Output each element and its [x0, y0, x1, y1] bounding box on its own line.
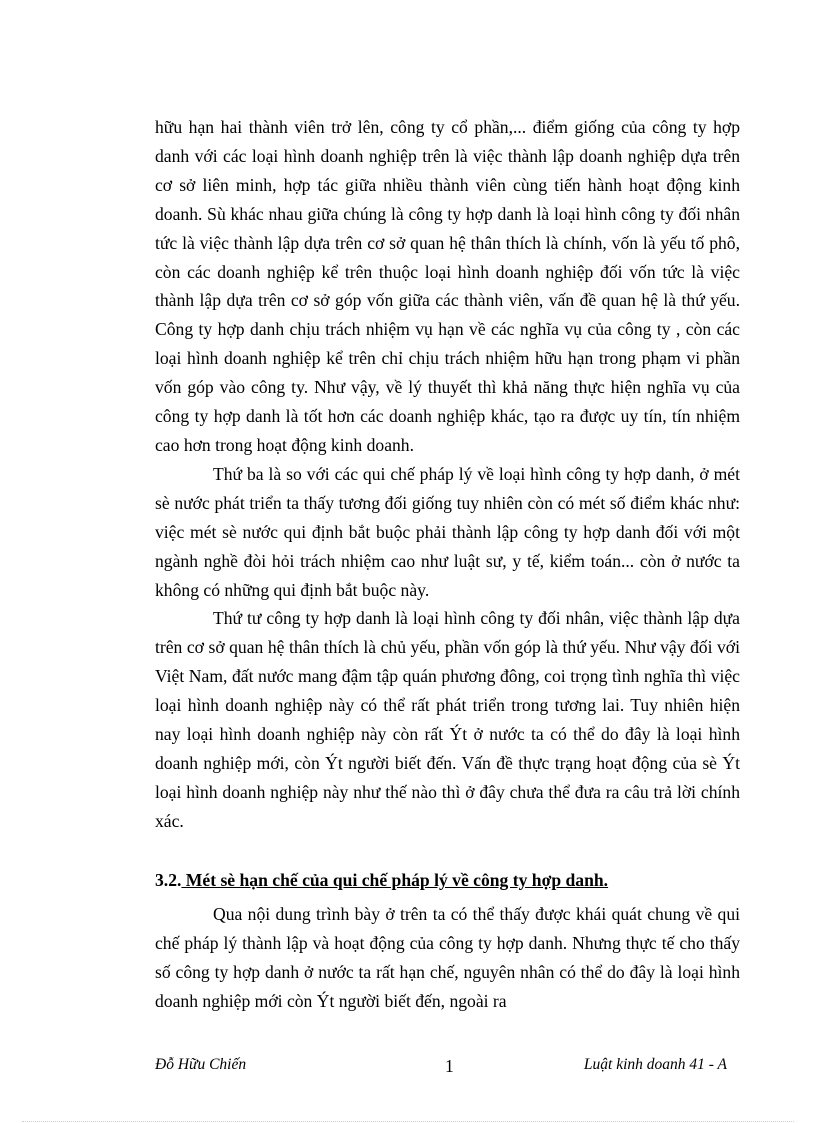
section-number: 3.2.	[155, 870, 182, 890]
section-paragraph-1: Qua nội dung trình bày ở trên ta có thể thấy được khái quát chung về qui chế pháp lý thành lập và hoạt động của công ty hợp danh. Nhưng thực tế cho thấy số công ty hợp danh ở nước ta rất hạn chế, nguyên nhân có thể do đây là loại hình doanh nghiệp mới còn Ýt người biết đến, ngoài ra	[155, 904, 740, 1011]
paragraph-3: Thứ tư công ty hợp danh là loại hình công ty đối nhân, việc thành lập dựa trên cơ sở quan hệ thân thích là chủ yếu, phần vốn góp là thứ yếu. Như vậy đối với Việt Nam, đất nước mang đậm tập quán phương đông, coi trọng tình nghĩa thì việc loại hình doanh nghiệp này có thể rất phát triển trong tương lai. Tuy nhiên hiện nay loại hình doanh nghiệp này còn rất Ýt ở nước ta có thể do đây là loại hình doanh nghiệp mới, còn Ýt người biết đến. Vấn đề thực trạng hoạt động của sè Ýt loại hình doanh nghiệp này như thế nào thì ở đây chưa thể đưa ra câu trả lời chính xác.	[155, 608, 740, 831]
footer-author: Đỗ Hữu Chiến	[155, 1056, 247, 1073]
footer-page-number: 1	[445, 1056, 454, 1076]
section-body-text	[155, 900, 740, 1016]
footer-divider	[22, 1121, 794, 1122]
paragraph-1: hữu hạn hai thành viên trở lên, công ty cổ phần,... điểm giống của công ty hợp danh với các loại hình doanh nghiệp trên là việc thành lập doanh nghiệp dựa trên cơ sở liên minh, hợp tác giữa nhiều thành viên cùng tiến hành hoạt động kinh doanh. Sù khác nhau giữa chúng là công ty hợp danh là loại hình công ty đối nhân tức là việc thành lập dựa trên cơ sở quan hệ thân thích là chính, vốn là yếu tố phô, còn các doanh nghiệp kể trên thuộc loại hình doanh nghiệp đối vốn tức là việc thành lập dựa trên cơ sở góp vốn giữa các thành viên, vấn đề quan hệ là thứ yếu. Công ty hợp danh chịu trách nhiệm vụ hạn về các nghĩa vụ của công ty , còn các loại hình doanh nghiệp kể trên chỉ chịu trách nhiệm hữu hạn trong phạm vi phần vốn góp vào công ty. Như vậy, về lý thuyết thì khả năng thực hiện nghĩa vụ của công ty hợp danh là tốt hơn các doanh nghiệp khác, tạo ra được uy tín, tín nhiệm cao hơn trong hoạt động kinh doanh.	[155, 117, 740, 455]
page-footer	[155, 1054, 727, 1080]
paragraph-2: Thứ ba là so với các qui chế pháp lý về loại hình công ty hợp danh, ở mét sè nước phát triển ta thấy tương đối giống tuy nhiên còn có mét số điểm khác như: việc mét sè nước qui định bắt buộc phải thành lập công ty hợp danh đối với một ngành nghề đòi hỏi trách nhiệm cao như luật sư, y tế, kiểm toán... còn ở nước ta không có những qui định bắt buộc này.	[155, 463, 740, 600]
section-heading	[155, 866, 740, 895]
section-title: Mét sè hạn chế của qui chế pháp lý về công ty hợp danh.	[181, 870, 609, 890]
body-text	[155, 113, 740, 836]
footer-course: Luật kinh doanh 41 - A	[583, 1056, 727, 1073]
